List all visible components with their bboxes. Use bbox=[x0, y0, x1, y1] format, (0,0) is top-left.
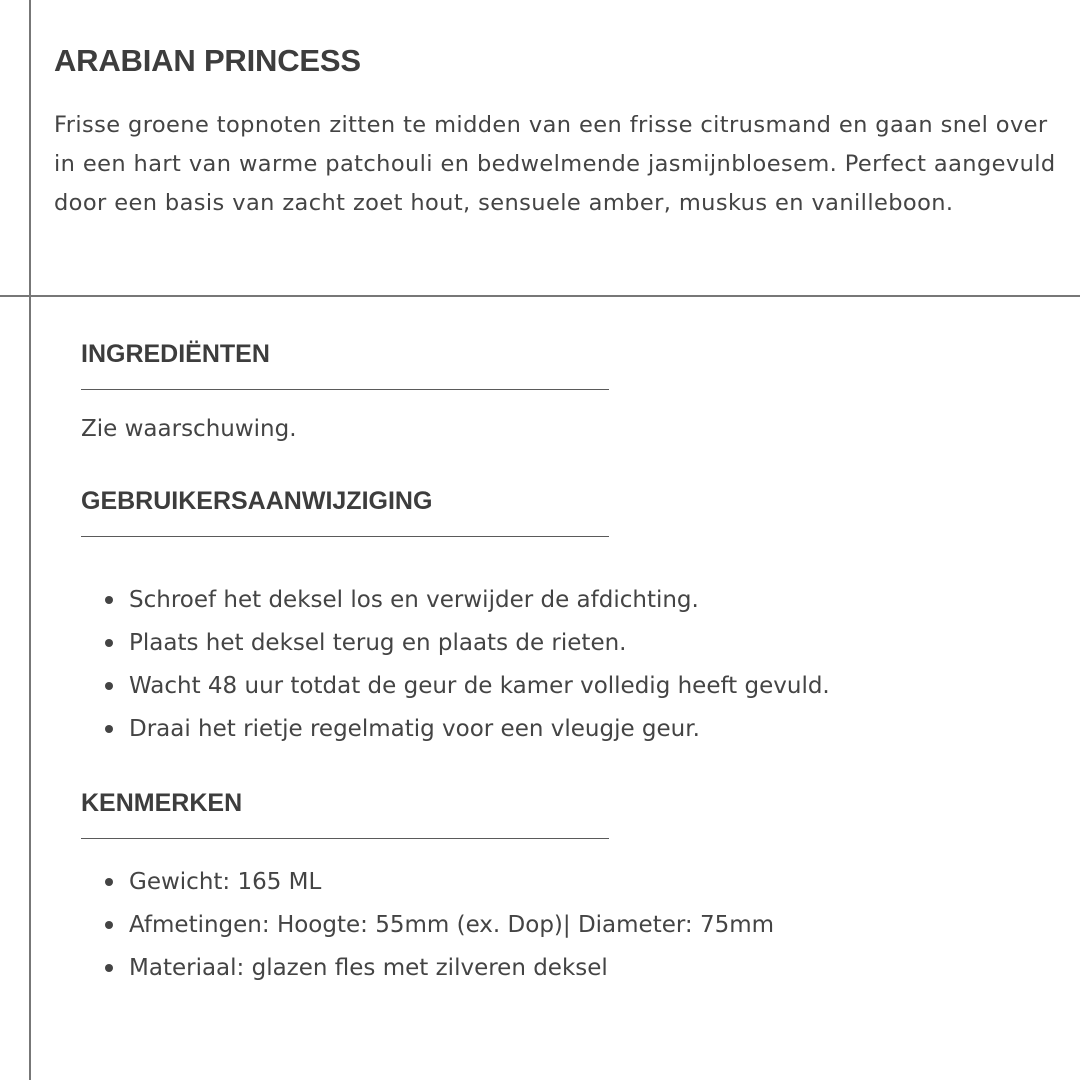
left-vertical-divider bbox=[29, 0, 31, 1080]
bullet-icon bbox=[105, 639, 113, 647]
product-title: ARABIAN PRINCESS bbox=[54, 43, 361, 78]
ingredients-heading: INGREDIËNTEN bbox=[81, 340, 270, 368]
ingredients-underline bbox=[81, 389, 609, 390]
ingredients-section bbox=[81, 335, 1041, 451]
horizontal-divider bbox=[0, 295, 1080, 297]
usage-list bbox=[81, 579, 830, 751]
bullet-icon bbox=[105, 725, 113, 733]
bullet-icon bbox=[105, 921, 113, 929]
usage-list-item bbox=[81, 665, 830, 708]
features-section bbox=[81, 784, 1041, 839]
ingredients-text: Zie waarschuwing. bbox=[81, 416, 297, 442]
usage-section bbox=[81, 482, 1041, 537]
bullet-icon bbox=[105, 878, 113, 886]
features-list bbox=[81, 861, 774, 990]
features-list-item bbox=[81, 947, 774, 990]
features-list-item bbox=[81, 904, 774, 947]
usage-list-item bbox=[81, 708, 830, 751]
product-description: Frisse groene topnoten zitten te midden van een frisse citrusmand en gaan snel over in een hart van warme patchouli en bedwelmende jasmijnbloesem. Perfect aangevuld door een basis van zacht zoet hout, sensuele amber, muskus en vanilleboon. bbox=[54, 112, 1056, 216]
usage-underline bbox=[81, 536, 609, 537]
usage-list-item bbox=[81, 579, 830, 622]
usage-heading: GEBRUIKERSAANWIJZIGING bbox=[81, 487, 433, 515]
features-item-text: Afmetingen: Hoogte: 55mm (ex. Dop)| Diameter: 75mm bbox=[129, 912, 775, 938]
bullet-icon bbox=[105, 682, 113, 690]
bullet-icon bbox=[105, 964, 113, 972]
features-item-text: Materiaal: glazen fles met zilveren deksel bbox=[129, 955, 608, 981]
usage-item-text: Plaats het deksel terug en plaats de rieten. bbox=[129, 630, 627, 656]
usage-item-text: Schroef het deksel los en verwijder de afdichting. bbox=[129, 587, 699, 613]
features-underline bbox=[81, 838, 609, 839]
usage-item-text: Wacht 48 uur totdat de geur de kamer volledig heeft gevuld. bbox=[129, 673, 830, 699]
usage-item-text: Draai het rietje regelmatig voor een vleugje geur. bbox=[129, 716, 700, 742]
features-item-text: Gewicht: 165 ML bbox=[129, 869, 322, 895]
bullet-icon bbox=[105, 596, 113, 604]
usage-list-item bbox=[81, 622, 830, 665]
features-heading: KENMERKEN bbox=[81, 789, 243, 817]
features-list-item bbox=[81, 861, 774, 904]
